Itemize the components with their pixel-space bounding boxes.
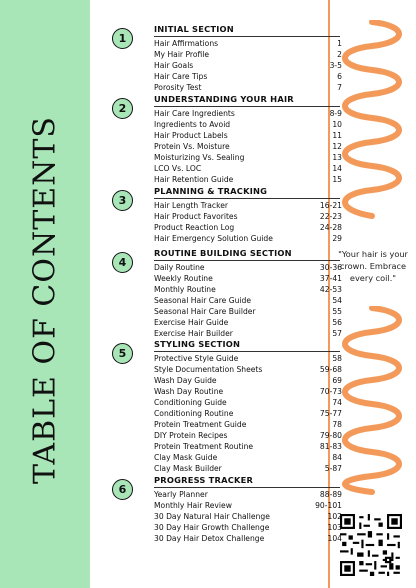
toc-item[interactable]: 30 Day Hair Growth Challenge 103 — [154, 523, 342, 532]
section-rule — [154, 36, 340, 37]
section-rule — [154, 260, 340, 261]
toc-item[interactable]: Seasonal Hair Care Guide 54 — [154, 296, 342, 305]
section-number-badge: 3 — [112, 190, 133, 211]
toc-item[interactable]: Hair Emergency Solution Guide 29 — [154, 234, 342, 243]
toc-item[interactable]: Clay Mask Builder 5-87 — [154, 464, 342, 473]
section-title: INITIAL SECTION — [154, 24, 234, 34]
toc-item[interactable]: Hair Affirmations 1 — [154, 39, 342, 48]
toc-item[interactable]: Clay Mask Guide 84 — [154, 453, 342, 462]
toc-item[interactable]: Protein Vs. Moisture 12 — [154, 142, 342, 151]
toc-item[interactable]: Hair Goals 3-5 — [154, 61, 342, 70]
section-title: PROGRESS TRACKER — [154, 475, 254, 485]
section-number-badge: 6 — [112, 479, 133, 500]
toc-item[interactable]: Porosity Test 7 — [154, 83, 342, 92]
toc-item[interactable]: Hair Product Labels 11 — [154, 131, 342, 140]
section-number-badge: 2 — [112, 98, 133, 119]
quote-text: "Your hair is your crown. Embrace every coil." — [338, 249, 408, 283]
section-title: STYLING SECTION — [154, 339, 241, 349]
toc-item[interactable]: Monthly Hair Review 90-101 — [154, 501, 342, 510]
toc-item[interactable]: Daily Routine 30-36 — [154, 263, 342, 272]
toc-item[interactable]: Hair Care Ingredients 8-9 — [154, 109, 342, 118]
section-rule — [154, 106, 340, 107]
toc-item[interactable]: Wash Day Guide 69 — [154, 376, 342, 385]
section-number-badge: 4 — [112, 252, 133, 273]
toc-item[interactable]: 30 Day Hair Detox Challenge 104 — [154, 534, 342, 543]
toc-item[interactable]: Conditioning Routine 75-77 — [154, 409, 342, 418]
section-items — [154, 353, 342, 474]
qr-code[interactable] — [340, 514, 402, 576]
toc-item[interactable]: 30 Day Natural Hair Challenge 102 — [154, 512, 342, 521]
section-title: ROUTINE BUILDING SECTION — [154, 248, 292, 258]
section-number-badge: 1 — [112, 28, 133, 49]
section-number-badge: 5 — [112, 343, 133, 364]
section-title: UNDERSTANDING YOUR HAIR — [154, 94, 294, 104]
toc-item[interactable]: Moisturizing Vs. Sealing 13 — [154, 153, 342, 162]
section-items — [154, 200, 342, 244]
section-title: PLANNING & TRACKING — [154, 186, 268, 196]
toc-item[interactable]: Monthly Routine 42-53 — [154, 285, 342, 294]
toc-item[interactable]: Hair Retention Guide 15 — [154, 175, 342, 184]
toc-item[interactable]: Weekly Routine 37-41 — [154, 274, 342, 283]
toc-item[interactable]: Hair Care Tips 6 — [154, 72, 342, 81]
section-items — [154, 262, 342, 339]
toc-item[interactable]: Style Documentation Sheets 59-68 — [154, 365, 342, 374]
toc-item[interactable]: Protein Treatment Routine 81-83 — [154, 442, 342, 451]
section-items — [154, 489, 342, 544]
toc-item[interactable]: Seasonal Hair Care Builder 55 — [154, 307, 342, 316]
section-rule — [154, 198, 340, 199]
toc-item[interactable]: Product Reaction Log 24-28 — [154, 223, 342, 232]
toc-item[interactable]: Ingredients to Avoid 10 — [154, 120, 342, 129]
toc-item[interactable]: DIY Protein Recipes 79-80 — [154, 431, 342, 440]
toc-item[interactable]: Conditioning Guide 74 — [154, 398, 342, 407]
section-rule — [154, 351, 340, 352]
section-items — [154, 38, 342, 93]
section-items — [154, 108, 342, 185]
toc-item[interactable]: Exercise Hair Builder 57 — [154, 329, 342, 338]
toc-item[interactable]: My Hair Profile 2 — [154, 50, 342, 59]
toc-item[interactable]: Yearly Planner 88-89 — [154, 490, 342, 499]
toc-item[interactable]: Protective Style Guide 58 — [154, 354, 342, 363]
section-rule — [154, 487, 340, 488]
toc-item[interactable]: Protein Treatment Guide 78 — [154, 420, 342, 429]
toc-item[interactable]: Hair Length Tracker 16-21 — [154, 201, 342, 210]
toc-item[interactable]: Hair Product Favorites 22-23 — [154, 212, 342, 221]
toc-item[interactable]: LCO Vs. LOC 14 — [154, 164, 342, 173]
page-title: TABLE OF CONTENTS — [27, 116, 63, 484]
toc-item[interactable]: Wash Day Routine 70-73 — [154, 387, 342, 396]
toc-item[interactable]: Exercise Hair Guide 56 — [154, 318, 342, 327]
